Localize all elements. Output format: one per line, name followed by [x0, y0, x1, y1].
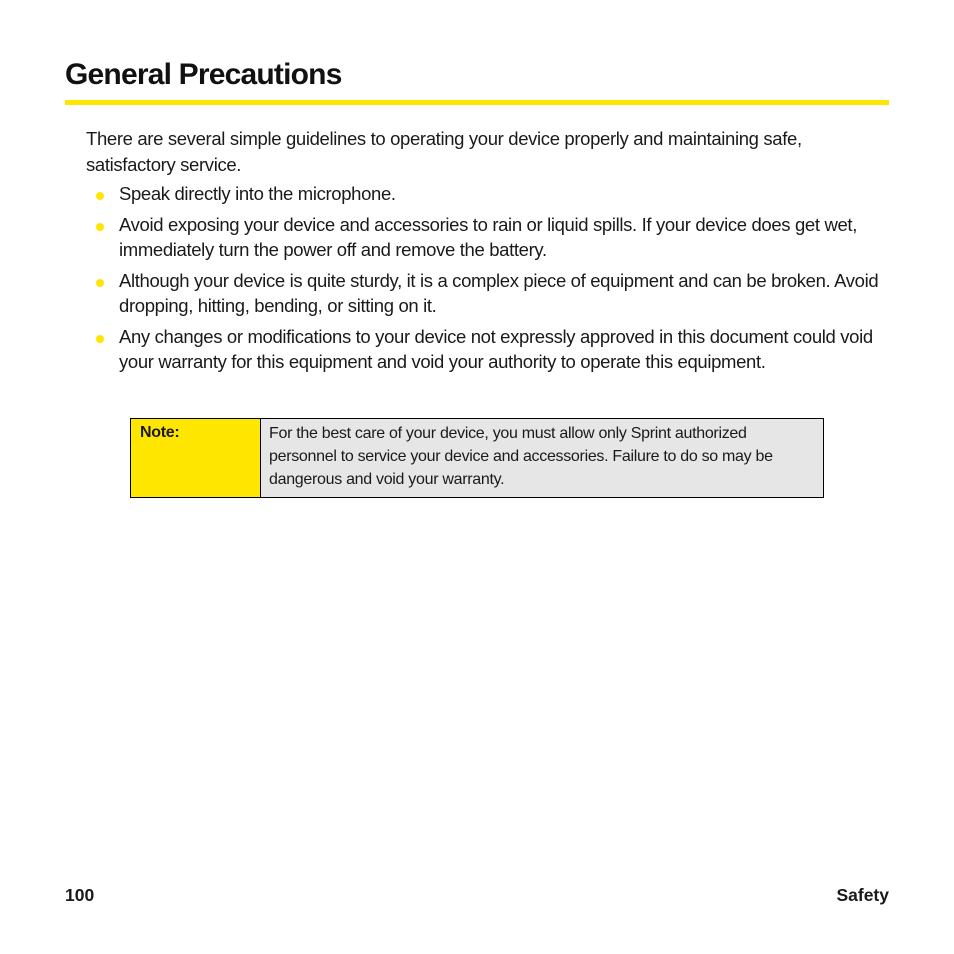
list-item: [86, 181, 886, 207]
list-item-text: Speak directly into the microphone.: [119, 183, 396, 204]
footer-section-name: Safety: [836, 885, 889, 905]
intro-paragraph: There are several simple guidelines to operating your device properly and maintaining safe, satisfactory service.: [86, 128, 802, 175]
note-callout: [130, 418, 824, 498]
list-item-text: Avoid exposing your device and accessories to rain or liquid spills. If your device does get wet, immediately turn the power off and remove the battery.: [119, 213, 857, 260]
bullet-dot-icon: [96, 192, 104, 200]
list-item-text: Although your device is quite sturdy, it is a complex piece of equipment and can be broken. Avoid dropping, hitting, bending, or sitting on it.: [119, 269, 879, 316]
page-title: General Precautions: [65, 58, 342, 91]
footer-page-number: 100: [65, 885, 95, 905]
list-item-text: Any changes or modifications to your device not expressly approved in this document could void your warranty for this equipment and void your authority to operate this equipment.: [119, 325, 873, 372]
bullet-dot-icon: [96, 335, 104, 343]
guidelines-list: [86, 181, 886, 380]
list-item: [86, 212, 886, 263]
bullet-dot-icon: [96, 223, 104, 231]
title-underline: [65, 100, 889, 105]
note-text: For the best care of your device, you must allow only Sprint authorized personnel to service your device and accessories. Failure to do so may be dangerous and void your warranty.: [261, 419, 823, 497]
bullet-dot-icon: [96, 279, 104, 287]
note-label: Note:: [131, 419, 261, 497]
list-item: [86, 324, 886, 375]
list-item: [86, 268, 886, 319]
